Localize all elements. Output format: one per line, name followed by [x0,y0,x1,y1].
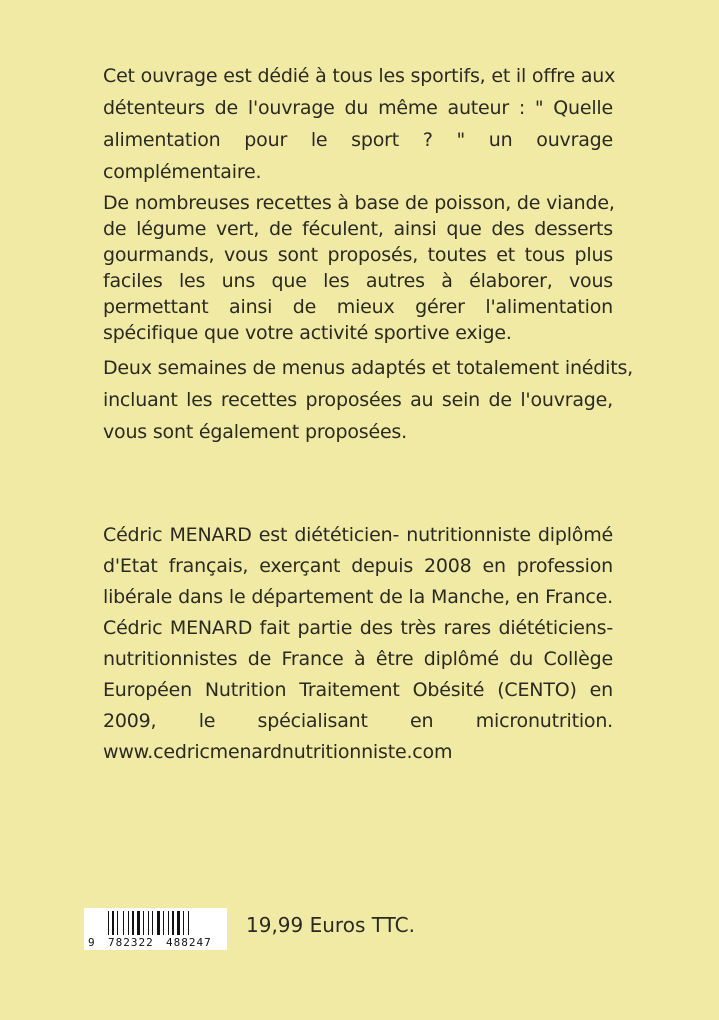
barcode-bar [165,911,167,935]
barcode-bar [145,911,147,935]
text-line: Deux semaines de menus adaptés et totalement inédits, [103,357,634,379]
barcode-group-1: 782322 [108,936,154,949]
text-line: alimentation pour le sport ? " un ouvrage [103,129,613,151]
text-line: de légume vert, de féculent, ainsi que des desserts [103,218,613,240]
text-line: Cédric MENARD est diététicien- nutritionniste diplômé [103,524,613,546]
barcode-bar [172,911,174,935]
text-line: nutritionnistes de France à être diplômé du Collège [103,648,613,670]
text-line: www.cedricmenardnutritionniste.com [103,741,453,763]
barcode-bar [115,911,116,935]
text-line: vous sont également proposées. [103,421,407,443]
barcode-bar [135,911,136,935]
author-bio [103,520,613,768]
text-line: d'Etat français, exerçant depuis 2008 en profession [103,555,613,577]
barcode-bar [175,911,176,935]
barcode-bar [143,911,144,935]
barcode-bar [185,911,187,935]
text-line: Européen Nutrition Traitement Obésité (CENTO) en [103,679,613,701]
text-line: Cédric MENARD fait partie des très rares diététiciens- [103,617,613,639]
barcode-bar [161,911,162,935]
barcode-bar [163,911,164,935]
barcode-bar [128,911,129,935]
barcode-bar [117,911,118,935]
barcode-bar [112,911,114,935]
barcode-digit-first: 9 [88,936,96,949]
isbn-barcode [84,908,227,950]
barcode-bar [110,911,111,935]
description-paragraph-1 [103,60,616,188]
barcode-bar [137,911,140,935]
barcode-group-2: 488247 [166,936,212,949]
barcode-bar [132,911,134,935]
description-paragraph-3 [103,352,634,448]
barcode-bar [170,911,171,935]
barcode-bar [150,911,151,935]
barcode-bar [141,911,142,935]
barcode-bar [108,911,109,935]
text-line: spécifique que votre activité sportive exige. [103,322,512,344]
text-line: permettant ainsi de mieux gérer l'alimentation [103,296,613,318]
barcode-bar [188,911,189,935]
barcode-bar [119,911,122,935]
text-line: libérale dans le département de la Manche, en France. [103,586,613,608]
barcode-bar [152,911,153,935]
barcode-bar [168,911,169,935]
barcode-bar [181,911,182,935]
barcode-bar [125,911,127,935]
barcode-bar [123,911,124,935]
price-label: 19,99 Euros TTC. [246,913,415,937]
text-line: De nombreuses recettes à base de poisson, de viande, [103,192,615,214]
barcode-bar [130,911,131,935]
text-line: 2009, le spécialisant en micronutrition. [103,710,613,732]
barcode-bar [154,911,156,935]
barcode-bar [148,911,149,935]
text-line: faciles les uns que les autres à élaborer, vous [103,270,613,292]
text-line: détenteurs de l'ouvrage du même auteur : " Quelle [103,97,613,119]
barcode-bar [183,911,184,935]
description-paragraph-2 [103,190,613,346]
text-line: gourmands, vous sont proposés, toutes et tous plus [103,244,613,266]
text-line: Cet ouvrage est dédié à tous les sportifs, et il offre aux [103,65,616,87]
text-line: complémentaire. [103,161,262,183]
barcode-bar [157,911,160,935]
barcode-bars [108,911,220,935]
text-line: incluant les recettes proposées au sein de l'ouvrage, [103,389,613,411]
barcode-bar [177,911,180,935]
